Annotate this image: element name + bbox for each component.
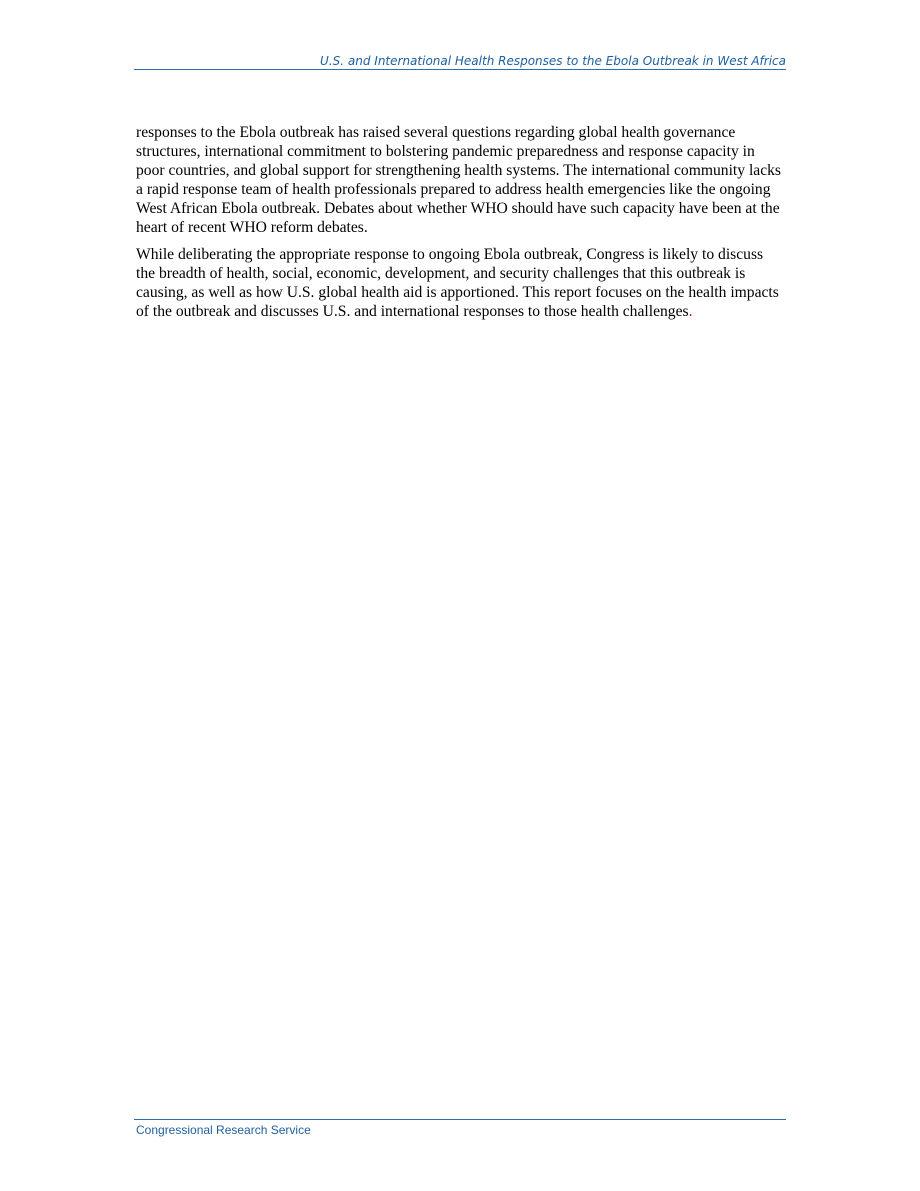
paragraph-1	[136, 123, 786, 237]
paragraph-1-text: responses to the Ebola outbreak has raised several questions regarding global health governance structures, international commitment to bolstering pandemic preparedness and response capacity in poor countries, and global support for strengthening health systems. The international community lacks a rapid response team of health professionals prepared to address health emergencies like the ongoing West African Ebola outbreak. Debates about whether WHO should have such capacity have been at the heart of recent WHO reform debates.	[136, 124, 781, 236]
footer-organization: Congressional Research Service	[136, 1123, 311, 1137]
paragraph-2-text: While deliberating the appropriate response to ongoing Ebola outbreak, Congress is likely to discuss the breadth of health, social, economic, development, and security challenges that this outbreak is causing, as well as how U.S. global health aid is apportioned. This report focuses on the health impacts of the outbreak and discusses U.S. and international responses to those health challenges	[136, 246, 779, 320]
paragraph-2-trailing-mark: .	[688, 303, 693, 320]
body-text	[136, 123, 786, 329]
footer-rule	[134, 1119, 786, 1120]
paragraph-2	[136, 245, 786, 321]
running-header: U.S. and International Health Responses to the Ebola Outbreak in West Africa	[134, 54, 786, 70]
